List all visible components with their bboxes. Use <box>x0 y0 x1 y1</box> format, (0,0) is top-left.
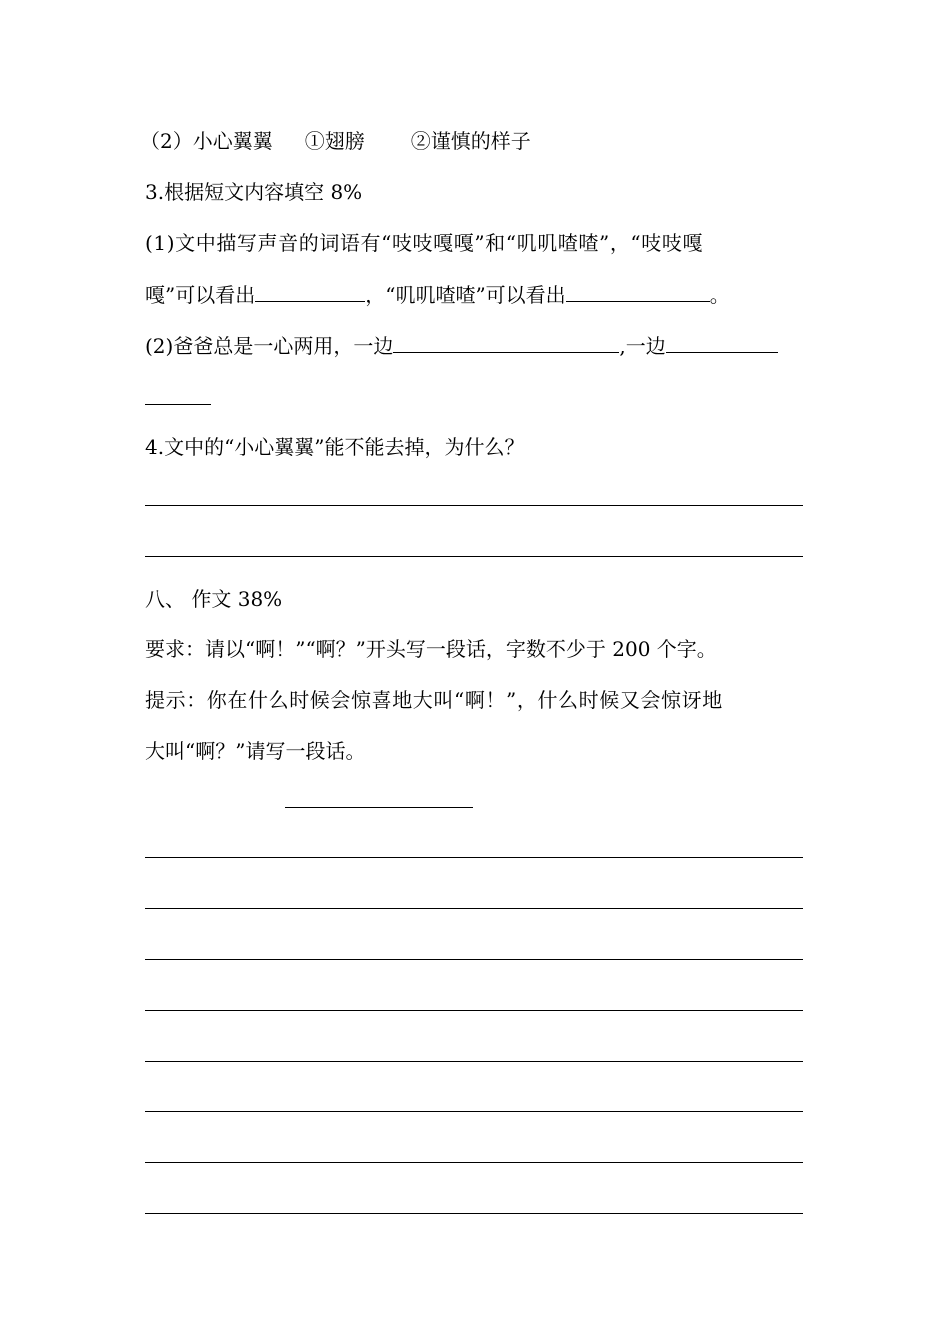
q4-title: 4.文中的“小心翼翼”能不能去掉，为什么？ <box>145 435 525 459</box>
vocab-option-1: ①翅膀 <box>304 129 365 153</box>
q3-part2-text-b: ,一边 <box>619 334 666 358</box>
composition-line-1[interactable] <box>145 857 803 858</box>
composition-line-7[interactable] <box>145 1162 803 1163</box>
composition-line-4[interactable] <box>145 1010 803 1011</box>
q3-part1-line2 <box>145 281 730 308</box>
q3-part2-line <box>145 332 778 359</box>
section8-requirement: 要求：请以“啊！”“啊？”开头写一段话，字数不少于 200 个字。 <box>145 637 717 661</box>
q3-blank-3[interactable] <box>393 332 619 353</box>
vocab-option-2: ②谨慎的样子 <box>410 129 531 153</box>
q3-blank-4[interactable] <box>666 332 778 353</box>
q3-blank-1[interactable] <box>255 281 365 302</box>
q3-part1-text-c: 。 <box>709 283 730 307</box>
composition-line-8[interactable] <box>145 1213 803 1214</box>
q3-blank-2[interactable] <box>566 281 710 302</box>
q3-blank-4-continuation[interactable] <box>145 404 211 405</box>
composition-line-2[interactable] <box>145 908 803 909</box>
q3-part1-line1: (1)文中描写声音的词语有“吱吱嘎嘎”和“叽叽喳喳”，“吱吱嘎 <box>145 231 704 255</box>
section8-hint-line1: 提示：你在什么时候会惊喜地大叫“啊！”，什么时候又会惊讶地 <box>145 688 723 712</box>
composition-title-blank[interactable] <box>285 807 473 808</box>
vocab-number: （2） <box>140 129 193 153</box>
composition-line-3[interactable] <box>145 959 803 960</box>
q4-answer-line-1[interactable] <box>145 505 803 506</box>
composition-line-6[interactable] <box>145 1111 803 1112</box>
q3-part2-text-a: (2)爸爸总是一心两用，一边 <box>145 334 394 358</box>
composition-line-5[interactable] <box>145 1061 803 1062</box>
q3-part1-text-a: 嘎”可以看出 <box>145 283 256 307</box>
q3-title: 3.根据短文内容填空 8% <box>145 180 363 204</box>
vocab-word: 小心翼翼 <box>192 129 273 153</box>
section8-heading: 八、 作文 38% <box>145 587 283 611</box>
section8-hint-line2: 大叫“啊？”请写一段话。 <box>145 739 366 763</box>
q3-part1-text-b: ，“叽叽喳喳”可以看出 <box>365 283 566 307</box>
vocab-line <box>140 128 531 154</box>
q4-answer-line-2[interactable] <box>145 556 803 557</box>
